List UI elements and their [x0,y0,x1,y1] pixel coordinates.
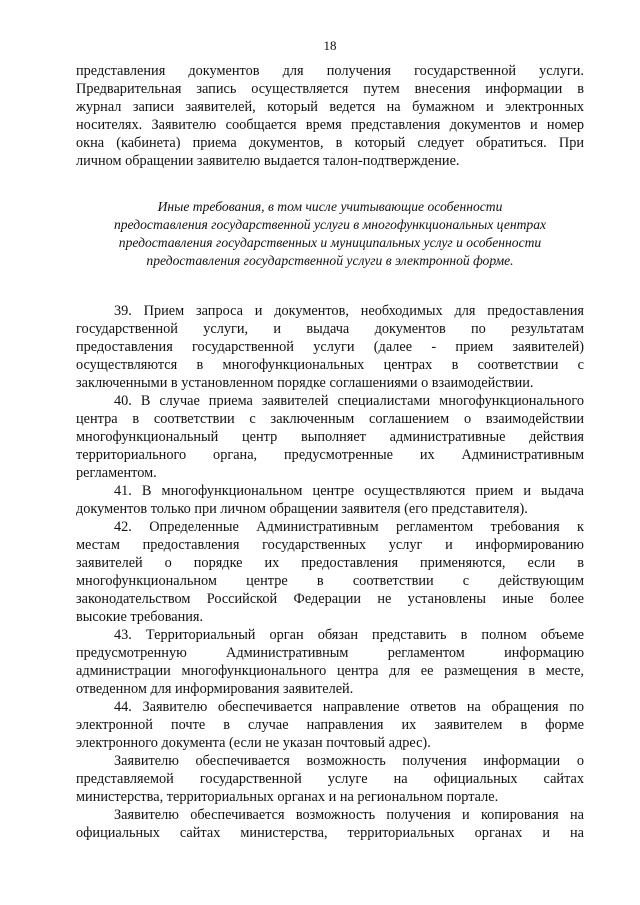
intro-line: представления документов для получения государственной услуги. [76,63,584,79]
intro-paragraph [76,62,584,170]
paragraph-line: 41. В многофункциональном центре осуществляются прием и выдача [114,483,584,499]
intro-line: Предварительная запись осуществляется путем внесения информации в [76,81,584,97]
paragraph-line: отведенном для информирования заявителей. [76,681,354,697]
intro-line: носителях. Заявителю сообщается время представления документов и номер [76,117,584,133]
paragraph-line: 43. Территориальный орган обязан представить в полном объеме [114,627,584,643]
intro-line: окна (кабинета) приема документов, в который следует обратиться. При [76,135,584,151]
paragraph-line: представляемой государственной услуге на официальных сайтах [76,771,584,787]
section-heading [76,198,584,270]
paragraph-line: законодательством Российской Федерации не установлены иные более [76,591,584,607]
paragraph-line: предоставления государственной услуги (далее - прием заявителей) [76,339,584,355]
paragraph-copy-access [76,806,584,842]
paragraph-line: 39. Прием запроса и документов, необходимых для предоставления [114,303,584,319]
paragraph-line: территориального органа, предусмотренные их Административным [76,447,584,463]
paragraph-line: министерства, территориальных органах и на региональном портале. [76,789,499,805]
paragraph-line: многофункциональный центр выполняет административные действия [76,429,584,445]
heading-line: предоставления государственной услуги в электронной форме. [146,253,514,268]
paragraph-line: электронного документа (если не указан почтовый адрес). [76,735,431,751]
heading-line: Иные требования, в том числе учитывающие особенности [157,199,503,214]
intro-line: журнал записи заявителей, который ведется на бумажном и электронных [76,99,584,115]
paragraph-info-access [76,752,584,806]
paragraph-43 [76,626,584,698]
paragraph-line: осуществляются в многофункциональных центрах в соответствии с [76,357,584,373]
paragraph-line: 42. Определенные Административным регламентом требования к [114,519,584,535]
heading-line: предоставления государственных и муниципальных услуг и особенности [118,235,542,250]
paragraph-line: 40. В случае приема заявителей специалистами многофункционального [114,393,584,409]
paragraph-40 [76,392,584,482]
intro-line: личном обращении заявителю выдается талон-подтверждение. [76,153,460,169]
paragraph-line: многофункциональном центре в соответствии с действующим [76,573,584,589]
paragraph-line: 44. Заявителю обеспечивается направление ответов на обращения по [114,699,584,715]
paragraph-line: документов только при личном обращении заявителя (его представителя). [76,501,528,517]
page-number: 18 [323,38,337,53]
paragraph-line: заключенными в установленном порядке соглашениями о взаимодействии. [76,375,534,391]
heading-line: предоставления государственной услуги в многофункциональных центрах [113,217,547,232]
paragraph-42 [76,518,584,626]
paragraph-41 [76,482,584,518]
paragraph-line: официальных сайтах министерства, территориальных органах и на [76,825,584,841]
paragraph-line: предусмотренную Административным регламентом информацию [76,645,584,661]
paragraph-line: государственной услуги, и выдача документов по результатам [76,321,584,337]
paragraph-line: регламентом. [76,465,157,481]
paragraph-line: Заявителю обеспечивается возможность получения и копирования на [114,807,584,823]
paragraph-line: заявителей о порядке их предоставления применяются, если в [76,555,584,571]
paragraph-line: администрации многофункционального центра для ее размещения в месте, [76,663,584,679]
paragraph-line: центра в соответствии с заключенным соглашением о взаимодействии [76,411,584,427]
paragraph-39 [76,302,584,392]
paragraph-line: местам предоставления государственных услуг и информированию [76,537,584,553]
paragraph-line: высокие требования. [76,609,204,625]
paragraph-44 [76,698,584,752]
paragraph-line: Заявителю обеспечивается возможность получения информации о [114,753,584,769]
paragraph-line: электронной почте в случае направления их заявителем в форме [76,717,584,733]
